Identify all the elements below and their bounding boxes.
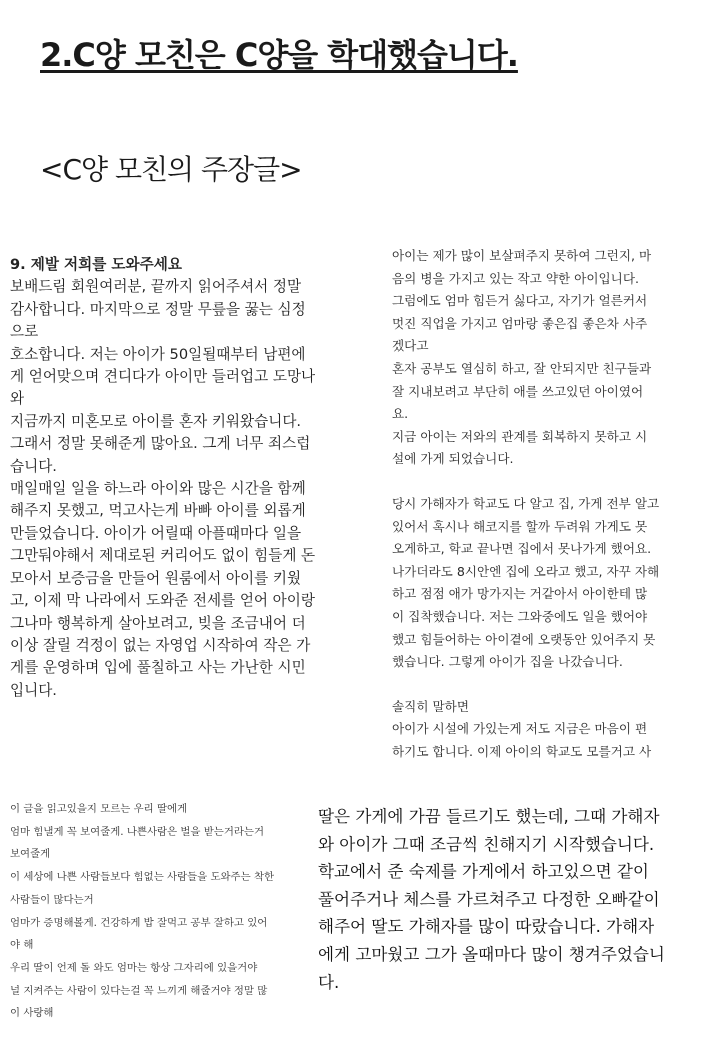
letter-line: 당시 가해자가 학교도 다 알고 집, 가게 전부 알고: [392, 495, 660, 511]
letter-line: 해주지 못했고, 먹고사는게 바빠 아이를 외롭게: [10, 502, 306, 520]
message-to-daughter: [10, 798, 274, 1025]
letter-line: 만들었습니다. 아이가 어릴때 아플때마다 일을: [10, 524, 302, 542]
letter-line: 해주어 딸도 가해자를 많이 따랐습니다. 가해자: [318, 917, 655, 937]
letter-excerpt-large: [318, 803, 665, 996]
letter-line: 고, 이제 막 나라에서 도와준 전세를 얻어 아이랑: [10, 592, 315, 610]
letter-line: 다.: [318, 972, 340, 992]
letter-line: 지금까지 미혼모로 아이를 혼자 키워왔습니다.: [10, 412, 302, 430]
letter-line: 엄마가 증명해볼게. 건강하게 밥 잘먹고 공부 잘하고 있어: [10, 916, 268, 929]
letter-line: 하고 점점 애가 망가지는 거같아서 아이한테 많: [392, 586, 648, 602]
letter-line: 보여줄게: [10, 848, 51, 861]
letter-line: 우리 딸이 언제 돌 와도 엄마는 항상 그자리에 있을거야: [10, 961, 258, 974]
letter-line: 사람들이 많다는거: [10, 893, 94, 906]
letter-line: 이 사랑해: [10, 1007, 54, 1020]
paragraph-gap: [392, 674, 659, 696]
letter-excerpt-right: [392, 245, 659, 763]
letter-line: 솔직히 말하면: [392, 698, 469, 714]
letter-line: 딸은 가게에 가끔 들르기도 했는데, 그때 가해자: [318, 807, 660, 826]
letter-line: 겠다고: [392, 338, 429, 354]
letter-line: 습니다.: [10, 457, 57, 475]
letter-line: 매일매일 일을 하느라 아이와 많은 시간을 함께: [10, 480, 306, 498]
page-title: 2.C양 모친은 C양을 학대했습니다.: [40, 36, 518, 74]
letter-line: 야 해: [10, 939, 34, 952]
letter-line: 게 얻어맞으며 견디다가 아이만 들러업고 도망나: [10, 368, 316, 386]
letter-line: 이 세상에 나쁜 사람들보다 힘없는 사람들을 도와주는 착한: [10, 871, 275, 884]
letter-line: 하기도 합니다. 이제 아이의 학교도 모를거고 사: [392, 743, 652, 759]
letter-line: 요.: [392, 406, 409, 422]
letter-line: 혼자 공부도 열심히 하고, 잘 안되지만 친구들과: [392, 360, 652, 376]
letter-line: 이 집착했습니다. 저는 그와중에도 일을 했어야: [392, 608, 648, 624]
letter-line: 널 지켜주는 사람이 있다는걸 꼭 느끼게 해줄거야 정말 많: [10, 984, 268, 997]
letter-line: 호소합니다. 저는 아이가 50일될때부터 남편에: [10, 345, 306, 363]
letter-line: 아이는 제가 많이 보살펴주지 못하여 그런지, 마: [392, 248, 652, 263]
letter-line: 에게 고마웠고 그가 올때마다 많이 챙겨주었습니: [318, 944, 665, 964]
letter-line: 입니다.: [10, 681, 57, 699]
letter-line: 와 아이가 그때 조금씩 친해지기 시작했습니다.: [318, 834, 655, 854]
letter-line: 보배드림 회원여러분, 끝까지 읽어주셔서 정말: [10, 278, 302, 296]
letter-line: 오게하고, 학교 끝나면 집에서 못나가게 했어요.: [392, 541, 652, 557]
letter-line: 풀어주거나 체스를 가르쳐주고 다정한 오빠같이: [318, 889, 660, 909]
letter-line: 모아서 보증금을 만들어 원룸에서 아이를 키웠: [10, 569, 302, 587]
letter-line: 했습니다. 그렇게 아이가 집을 나갔습니다.: [392, 654, 623, 670]
section-subtitle: <C양 모친의 주장글>: [40, 153, 302, 186]
paragraph-gap: [392, 471, 659, 493]
letter-line: 있어서 혹시나 해코지를 할까 두려워 가게도 못: [392, 518, 648, 534]
letter-line: 와: [10, 390, 25, 408]
letter-line: 학교에서 준 숙제를 가게에서 하고있으면 같이: [318, 862, 649, 882]
letter-line: 이 글을 읽고있을지 모르는 우리 딸에게: [10, 803, 188, 815]
letter-line: 멋진 직업을 가지고 엄마랑 좋은집 좋은차 사주: [392, 315, 648, 331]
letter-line: 그나마 행복하게 살아보려고, 빚을 조금내어 더: [10, 614, 306, 632]
letter-line: 나가더라도 8시안엔 집에 오라고 했고, 자꾸 자해: [392, 563, 660, 579]
letter-line: 설에 가게 되었습니다.: [392, 451, 514, 467]
letter-line: 으로: [10, 323, 39, 341]
letter-line: 했고 힘들어하는 아이곁에 오랫동안 있어주지 못: [392, 631, 656, 647]
letter-line: 게를 운영하며 입에 풀칠하고 사는 가난한 시민: [10, 659, 306, 677]
letter-heading: 9. 제발 저희를 도와주세요: [10, 256, 182, 273]
letter-line: 잘 지내보려고 부단히 애를 쓰고있던 아이였어: [392, 383, 644, 399]
letter-excerpt-left: [10, 254, 315, 702]
letter-line: 아이가 시설에 가있는게 저도 지금은 마음이 편: [392, 721, 648, 737]
letter-line: 지금 아이는 저와의 관계를 회복하지 못하고 시: [392, 428, 648, 444]
letter-line: 이상 잘릴 걱정이 없는 자영업 시작하여 작은 가: [10, 636, 311, 654]
letter-line: 엄마 힘낼게 꼭 보여줄게. 나쁜사람은 벌을 받는거라는거: [10, 825, 264, 838]
letter-line: 그래서 정말 못해준게 많아요. 그게 너무 죄스럽: [10, 435, 311, 453]
letter-line: 감사합니다. 마지막으로 정말 무릎을 꿇는 심정: [10, 300, 306, 318]
letter-line: 음의 병을 가지고 있는 작고 약한 아이입니다.: [392, 270, 640, 286]
letter-line: 그럼에도 엄마 힘든거 싫다고, 자기가 얼른커서: [392, 293, 648, 309]
letter-line: 그만둬야해서 제대로된 커리어도 없이 힘들게 돈: [10, 547, 316, 565]
